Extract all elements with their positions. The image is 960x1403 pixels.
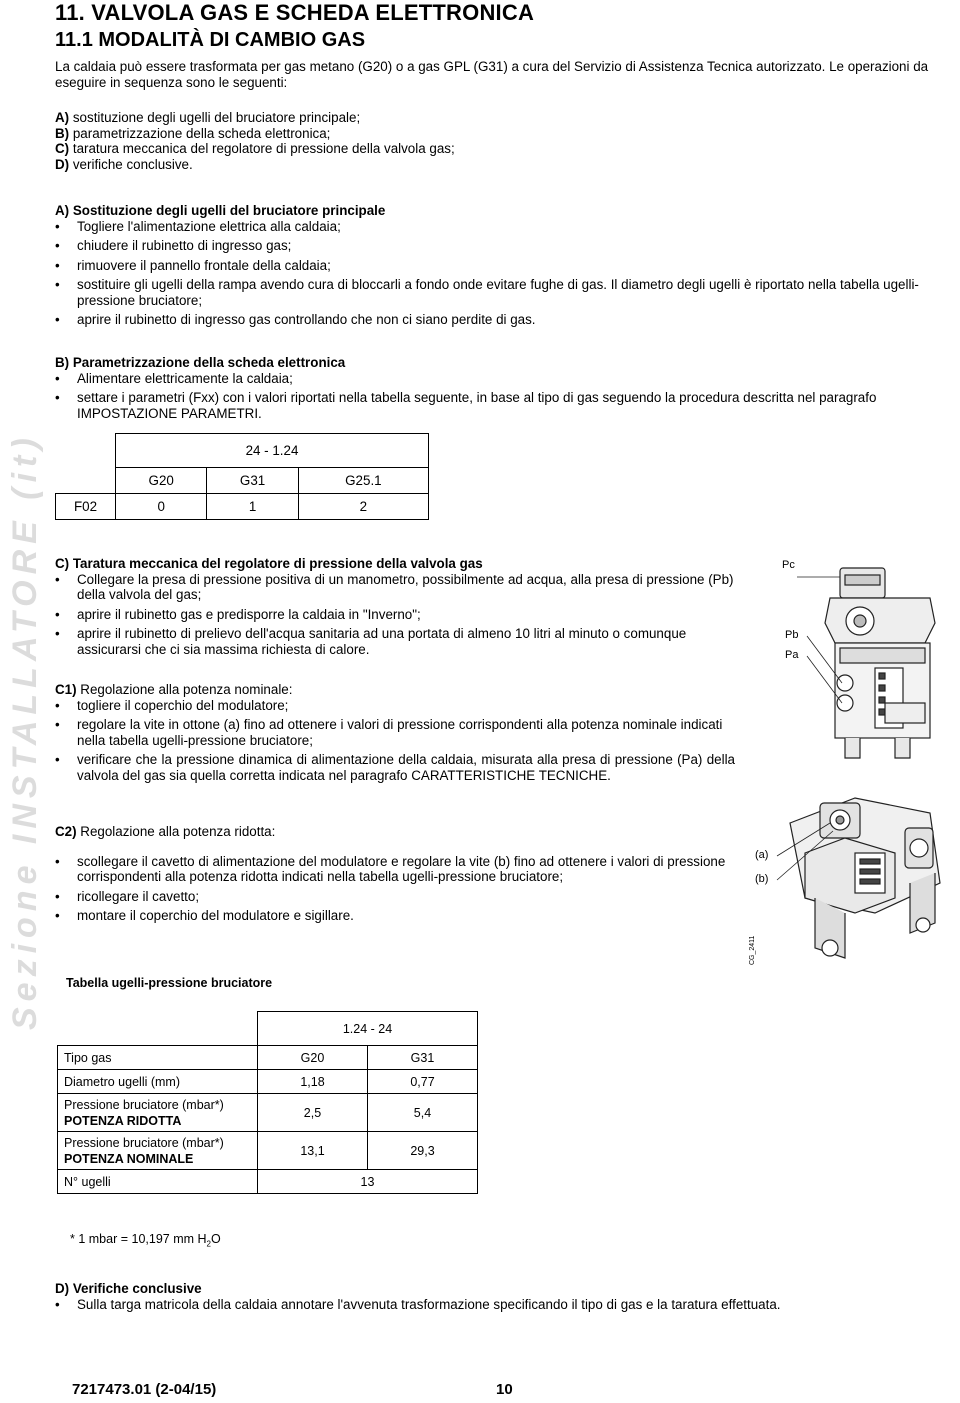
list-item: • Collegare la presa di pressione positiva di un manometro, possibilmente ad acqua, alla presa di pressione (Pb) della valvola del gas; [55,571,734,602]
list-item: • ricollegare il cavetto; [55,888,200,904]
page-number: 10 [496,1381,513,1398]
table-row: Pressione bruciatore (mbar*) POTENZA RIDOTTA 2,5 5,4 [58,1094,478,1132]
page-title: 11. VALVOLA GAS E SCHEDA ELETTRONICA [55,0,535,25]
table-header-cell: G20 [258,1046,368,1070]
section-d [55,1281,960,1312]
intro-paragraph: La caldaia può essere trasformata per gas metano (G20) o a gas GPL (G31) a cura del Servizio di Assistenza Tecnica autorizzato. Le operazioni da eseguire in sequenza sono le seguenti: [55,59,929,90]
table-header-cell: Tipo gas [58,1046,258,1070]
step-item: A) sostituzione degli ugelli del bruciatore principale; [55,110,361,125]
table-header-cell: G31 [368,1046,478,1070]
list-item: • regolare la vite in ottone (a) fino ad ottenere i valori di pressione corrispondenti alla potenza nominale indicati nella tabella ugelli-pressione bruciatore; [55,717,723,748]
list-item: • aprire il rubinetto di ingresso gas controllando che non ci siano perdite di gas. [55,312,536,327]
section-c2-title: C2) Regolazione alla potenza ridotta: [55,824,276,839]
footnote: * 1 mbar = 10,197 mm $H_2O$ [70,1232,221,1249]
label-pb: Pb [785,629,799,641]
label-b: (b) [755,873,769,885]
gas-valve-illustration [745,553,960,980]
label-pc: Pc [782,559,795,571]
list-item: • aprire il rubinetto di prelievo dell'acqua sanitaria ad una portata di almeno 10 litri al minuto o comunque assicurarsi che ci sia massima richiesta di calore. [55,626,687,657]
list-item: • chiudere il rubinetto di ingresso gas; [55,238,292,253]
list-item: • settare i parametri (Fxx) con i valori riportati nella tabella seguente, in base al tipo di gas seguendo la procedura descritta nel paragrafo IMPOSTAZIONE PARAMETRI. [55,390,877,421]
table-row: Diametro ugelli (mm) 1,18 0,77 [58,1070,478,1094]
steps-list [55,110,935,172]
table-cell: 2 [298,494,428,520]
section-b [55,355,960,421]
nozzle-table-caption: Tabella ugelli-pressione bruciatore [66,976,273,990]
list-item: • Sulla targa matricola della caldaia annotare l'avvenuta trasformazione specificando il tipo di gas e la taratura effettuata. [55,1296,781,1312]
section-b-title: B) Parametrizzazione della scheda elettronica [55,355,346,370]
step-item: D) verifiche conclusive. [55,156,193,172]
list-item: • rimuovere il pannello frontale della caldaia; [55,257,331,273]
label-a: (a) [755,849,769,861]
diagram-code: CG_2411 [749,935,756,965]
section-a [55,203,960,328]
list-item: • togliere il coperchio del modulatore; [55,697,289,713]
section-c [55,556,745,657]
table-cell: 1 [207,494,298,520]
table-header-cell: G25.1 [298,468,428,494]
list-item: • verificare che la pressione dinamica di alimentazione della caldaia, misurata alla presa di pressione (Pa) della valvola del gas sia quella corretta indicata nel paragrafo CARATTERISTICHE TECNICHE. [55,752,735,783]
section-c-title: C) Taratura meccanica del regolatore di pressione della valvola gas [55,556,483,571]
step-item: C) taratura meccanica del regolatore di pressione della valvola gas; [55,141,455,156]
list-item: • aprire il rubinetto gas e predisporre la caldaia in "Inverno"; [55,606,421,622]
section-a-title: A) Sostituzione degli ugelli del bruciatore principale [55,203,386,218]
page-subtitle: 11.1 MODALITÀ DI CAMBIO GAS [55,29,366,51]
list-item: • sostituire gli ugelli della rampa avendo cura di bloccarli a fondo onde evitare fughe di gas. Il diametro degli ugelli è riportato nella tabella ugelli-pressione bruciatore; [55,277,919,308]
list-item: • montare il coperchio del modulatore e sigillare. [55,908,354,923]
section-c2 [55,824,735,924]
document-code: 7217473.01 (2-04/15) [72,1381,217,1398]
nozzle-table-model: 1.24 - 24 [258,1012,478,1046]
list-item: • Alimentare elettricamente la caldaia; [55,370,293,386]
table-header-cell: G20 [116,468,207,494]
side-section-label: Sezione INSTALLATORE (it) [6,432,44,1030]
table-cell: 0 [116,494,207,520]
section-c1 [55,682,735,783]
label-pa: Pa [785,649,799,661]
list-item: • Togliere l'alimentazione elettrica alla caldaia; [55,218,341,234]
gas-valve-diagram [745,553,960,980]
table-row-label: F02 [56,494,116,520]
table-row: Pressione bruciatore (mbar*) POTENZA NOMINALE 13,1 29,3 [58,1132,478,1170]
table-header-cell: G31 [207,468,298,494]
step-item: B) parametrizzazione della scheda elettronica; [55,125,331,141]
list-item: • scollegare il cavetto di alimentazione del modulatore e regolare la vite (b) fino ad ottenere i valori di pressione corrispondenti alla potenza ridotta indicati nella tabella ugelli-pressione bruciatore; [55,853,726,884]
section-c1-title: C1) Regolazione alla potenza nominale: [55,682,293,697]
section-d-title: D) Verifiche conclusive [55,1281,202,1296]
nozzle-table [57,1011,478,1194]
parameter-table-model: 24 - 1.24 [116,434,429,468]
parameter-table [55,433,429,520]
table-row: N° ugelli 13 [58,1170,478,1194]
